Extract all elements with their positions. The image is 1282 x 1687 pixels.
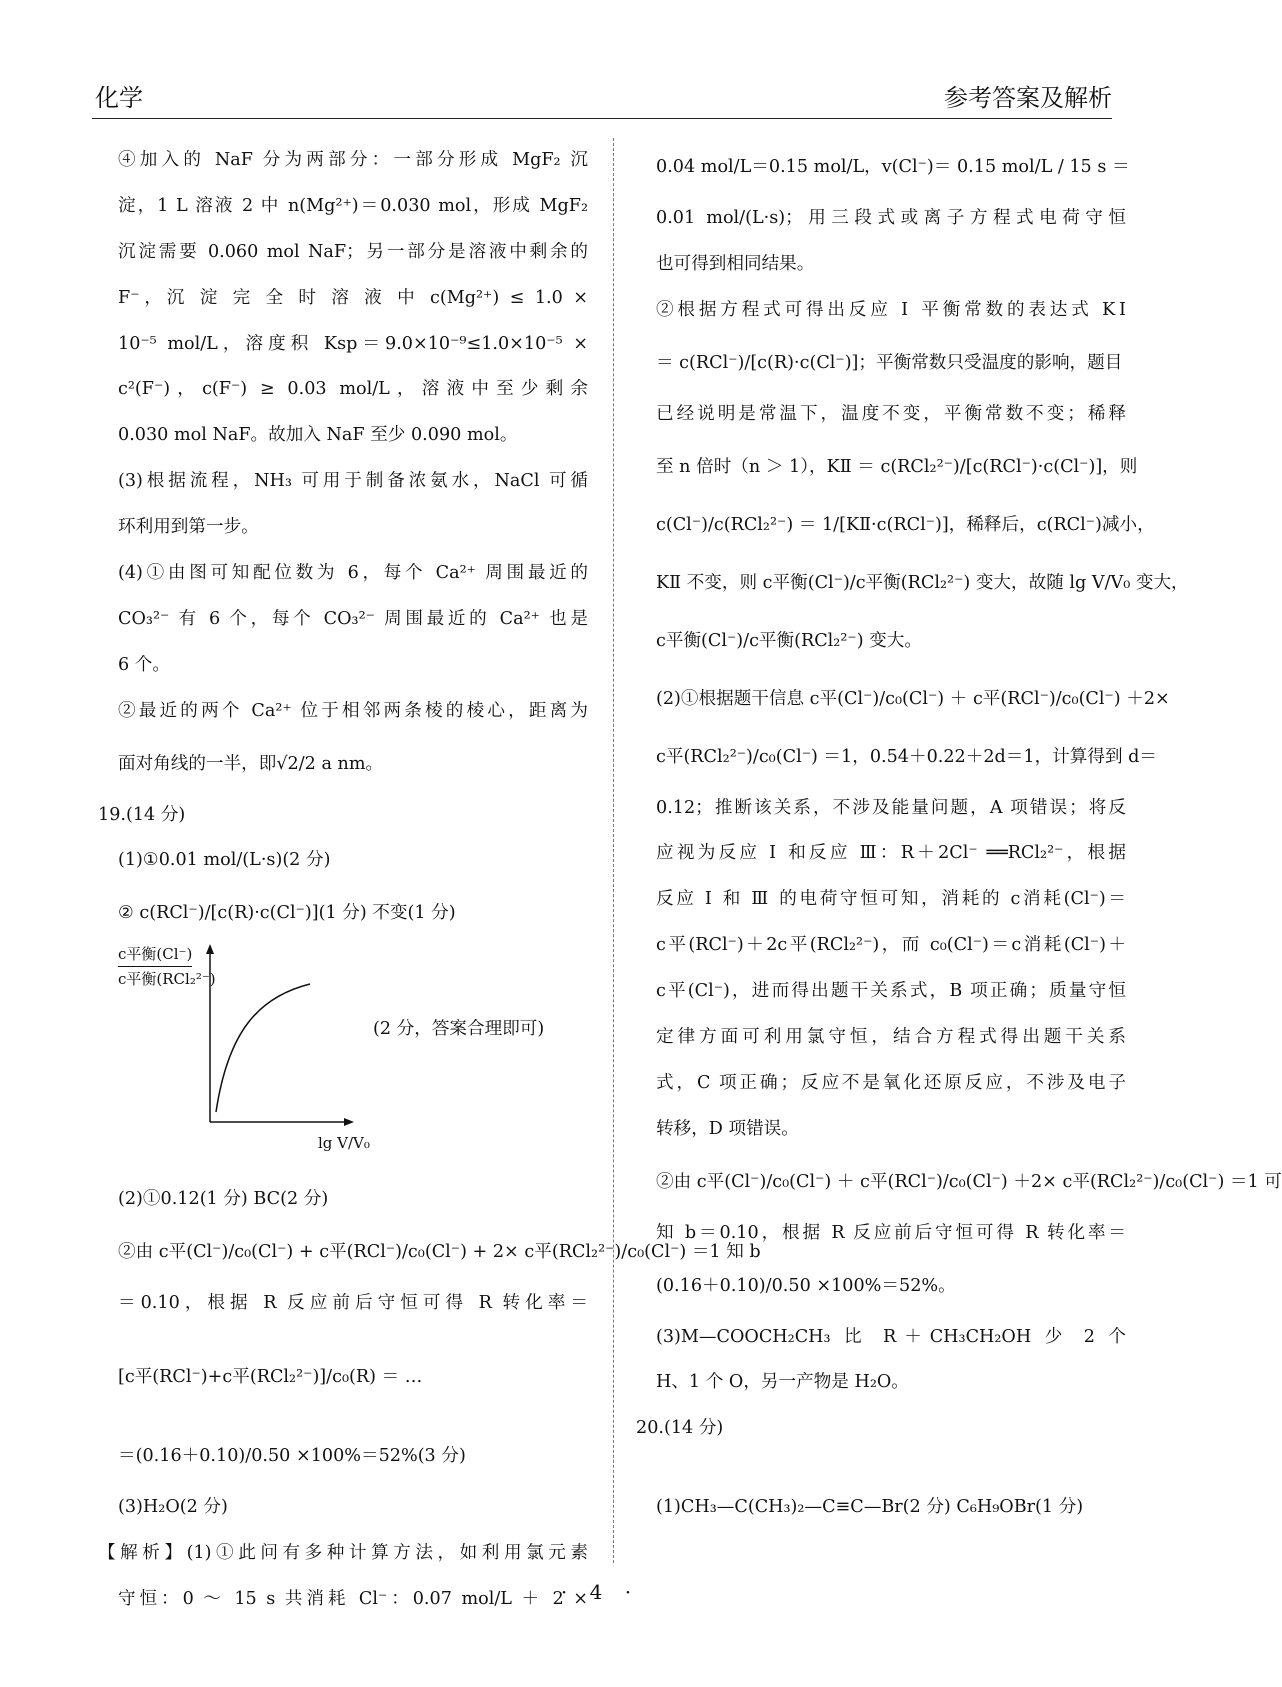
text-line: ＝0.10，根据 R 反应前后守恒可得 R 转化率＝ — [118, 1293, 588, 1314]
text-line: (3)根据流程，NH₃ 可用于制备浓氨水，NaCl 可循 — [118, 471, 588, 492]
text-line: (0.16＋0.10)/0.50 ×100%＝52%。 — [656, 1275, 956, 1296]
text-line: (1)①0.01 mol/(L·s)(2 分) — [118, 850, 331, 871]
text-line: [c平(RCl⁻)+c平(RCl₂²⁻)]/c₀(R) ＝ … — [118, 1367, 423, 1388]
text-line: H、1 个 O，另一产物是 H₂O。 — [656, 1372, 909, 1393]
text-line: 式，C 项正确；反应不是氧化还原反应，不涉及电子 — [656, 1072, 1126, 1093]
text-line: 已经说明是常温下，温度不变，平衡常数不变；稀释 — [656, 403, 1126, 424]
y-axis-arrow — [206, 944, 214, 954]
text-line: KⅡ 不变，则 c平衡(Cl⁻)/c平衡(RCl₂²⁻) 变大，故随 lg V/V₀ 变大， — [656, 572, 1189, 593]
graph-score-note: (2 分，答案合理即可) — [373, 1019, 545, 1040]
text-line: 0.04 mol/L＝0.15 mol/L，v(Cl⁻)＝ 0.15 mol/L / 15 s ＝ — [656, 157, 1130, 177]
graph-x-label: lg V/V₀ — [318, 1134, 370, 1153]
text-line: 环利用到第一步。 — [118, 517, 259, 538]
text-line: F⁻，沉 淀 完 全 时 溶 液 中 c(Mg²⁺) ≤ 1.0 × — [118, 287, 588, 308]
text-line: ② c(RCl⁻)/[c(R)·c(Cl⁻)](1 分) 不变(1 分) — [118, 903, 456, 924]
text-line: ＝(0.16＋0.10)/0.50 ×100%＝52%(3 分) — [118, 1446, 466, 1467]
text-line: (2)①0.12(1 分) BC(2 分) — [118, 1189, 329, 1210]
sketch-graph — [118, 942, 588, 1177]
header-title: 参考答案及解析 — [944, 84, 1112, 112]
text-line: (4)①由图可知配位数为 6，每个 Ca²⁺ 周围最近的 — [118, 563, 588, 584]
text-line: 淀，1 L 溶液 2 中 n(Mg²⁺)＝0.030 mol，形成 MgF₂ — [118, 195, 588, 216]
subject-label: 化学 — [95, 84, 143, 112]
text-line: ②最近的两个 Ca²⁺ 位于相邻两条棱的棱心，距离为 — [118, 700, 588, 721]
text-line: 也可得到相同结果。 — [656, 253, 815, 274]
graph-y-label: c平衡(Cl⁻) c平衡(RCl₂²⁻) — [118, 942, 216, 991]
question-number: 20.(14 分) — [636, 1418, 724, 1439]
text-line: c²(F⁻)，c(F⁻) ≥ 0.03 mol/L，溶液中至少剩余 — [118, 379, 588, 400]
text-line: 【解析】(1)①此问有多种计算方法，如利用氯元素 — [98, 1543, 588, 1564]
text-line: ＝ c(RCl⁻)/[c(R)·c(Cl⁻)]；平衡常数只受温度的影响，题目 — [656, 352, 1123, 373]
header-rule — [92, 118, 1112, 119]
right-column — [636, 138, 1282, 1562]
text-line: 反应 Ⅰ 和 Ⅲ 的电荷守恒可知，消耗的 c消耗(Cl⁻)＝ — [656, 889, 1126, 910]
text-line: ④加入的 NaF 分为两部分：一部分形成 MgF₂ 沉 — [118, 150, 588, 170]
text-line: 0.01 mol/(L·s)；用三段式或离子方程式电荷守恒 — [656, 208, 1126, 228]
text-line: ②根据方程式可得出反应 Ⅰ 平衡常数的表达式 KⅠ — [656, 299, 1126, 320]
text-line: 0.030 mol NaF。故加入 NaF 至少 0.090 mol。 — [118, 425, 518, 446]
text-line: 应视为反应 Ⅰ 和反应 Ⅲ：R＋2Cl⁻ ══RCl₂²⁻，根据 — [656, 843, 1126, 864]
text-line: c平衡(Cl⁻)/c平衡(RCl₂²⁻) 变大。 — [656, 630, 922, 651]
text-line: CO₃²⁻ 有 6 个，每个 CO₃²⁻ 周围最近的 Ca²⁺ 也是 — [118, 608, 588, 629]
text-line: 面对角线的一半，即√2/2 a nm。 — [118, 753, 384, 774]
text-line: 守恒：0 ～ 15 s 共消耗 Cl⁻：0.07 mol/L ＋ 2 × — [118, 1588, 588, 1609]
text-line: ②由 c平(Cl⁻)/c₀(Cl⁻) + c平(RCl⁻)/c₀(Cl⁻) + 2× c平(RCl₂²⁻)/c₀(Cl⁻) ＝1 知 b — [118, 1242, 761, 1263]
page-number: · 4 · — [560, 1580, 640, 1604]
graph-curve — [216, 984, 310, 1112]
structure-formula-line: (1)CH₃—C(CH₃)₂—C≡C—Br(2 分) C₆H₉OBr(1 分) — [656, 1497, 1084, 1518]
text-line: 定律方面可利用氯守恒，结合方程式得出题干关系 — [656, 1027, 1126, 1048]
text-line: 知 b＝0.10，根据 R 反应前后守恒可得 R 转化率＝ — [656, 1222, 1126, 1243]
text-line: 10⁻⁵ mol/L，溶度积 Ksp＝9.0×10⁻⁹≤1.0×10⁻⁵ × — [118, 333, 588, 354]
text-line: ②由 c平(Cl⁻)/c₀(Cl⁻) ＋ c平(RCl⁻)/c₀(Cl⁻) ＋2× c平(RCl₂²⁻)/c₀(Cl⁻) ＝1 可 — [656, 1171, 1282, 1192]
x-axis-arrow — [344, 1118, 354, 1126]
text-line: (2)①根据题干信息 c平(Cl⁻)/c₀(Cl⁻) ＋ c平(RCl⁻)/c₀(Cl⁻) ＋2× — [656, 688, 1170, 709]
text-line: c平(RCl⁻)＋2c平(RCl₂²⁻)，而 c₀(Cl⁻)＝c消耗(Cl⁻)＋ — [656, 935, 1126, 956]
text-line: c(Cl⁻)/c(RCl₂²⁻) ＝ 1/[KⅡ·c(RCl⁻)]，稀释后，c(RCl⁻)减小， — [656, 514, 1155, 535]
text-line: (3)M—COOCH₂CH₃ 比 R＋CH₃CH₂OH 少 2 个 — [656, 1326, 1126, 1347]
text-line: 0.12；推断该关系，不涉及能量问题，A 项错误；将反 — [656, 797, 1126, 818]
question-number: 19.(14 分) — [98, 804, 186, 825]
column-divider — [613, 138, 614, 1563]
text-line: 转移，D 项错误。 — [656, 1118, 799, 1139]
text-line: 沉淀需要 0.060 mol NaF；另一部分是溶液中剩余的 — [118, 241, 588, 262]
text-line: 6 个。 — [118, 654, 170, 675]
text-line: 至 n 倍时（n ＞ 1），KⅡ ＝ c(RCl₂²⁻)/[c(RCl⁻)·c(Cl⁻)]，则 — [656, 456, 1138, 477]
text-line: c平(Cl⁻)，进而得出题干关系式，B 项正确；质量守恒 — [656, 981, 1126, 1002]
text-line: c平(RCl₂²⁻)/c₀(Cl⁻) ＝1，0.54＋0.22＋2d＝1，计算得到 d＝ — [656, 746, 1158, 767]
text-line: (3)H₂O(2 分) — [118, 1497, 228, 1518]
